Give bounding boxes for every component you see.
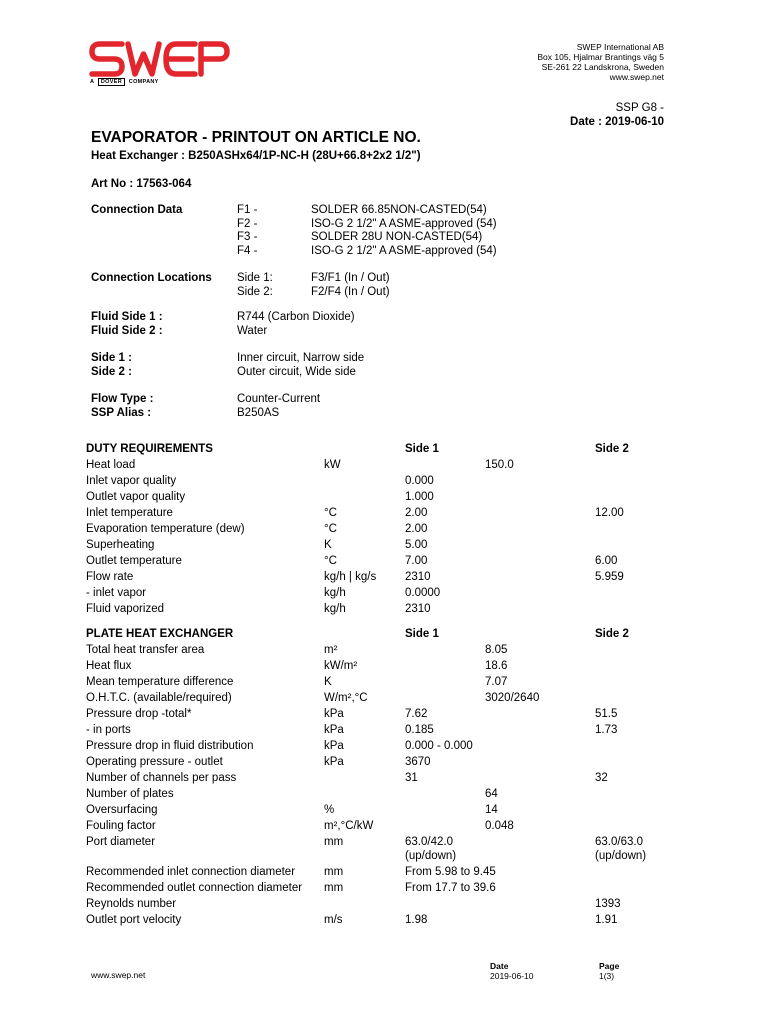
- phe-row-s2: 51.5: [595, 708, 618, 720]
- duty-row-s1: 2310: [405, 603, 431, 615]
- phe-row-name: Reynolds number: [86, 898, 177, 910]
- duty-row-name: Inlet vapor quality: [86, 475, 177, 487]
- duty-row-name: Outlet vapor quality: [86, 491, 186, 503]
- flow-type-value: Counter-Current: [237, 393, 321, 405]
- company-address-line1: Box 105, Hjalmar Brantings väg 5: [537, 52, 664, 62]
- phe-row-unit: m²,°C/kW: [324, 820, 374, 832]
- connection-desc: SOLDER 66.85NON-CASTED(54): [311, 204, 487, 216]
- swep-logo: [88, 36, 238, 92]
- phe-row-name: Fouling factor: [86, 820, 156, 832]
- footer-date-value: 2019-06-10: [490, 971, 534, 981]
- phe-row-s1: 7.62: [405, 708, 428, 720]
- sublogo-suffix: COMPANY: [128, 79, 159, 85]
- phe-row-s1: 31: [405, 772, 418, 784]
- duty-row-name: Flow rate: [86, 571, 134, 583]
- phe-row-s1: 3670: [405, 756, 431, 768]
- footer-date-label: Date: [490, 961, 509, 971]
- company-name: SWEP International AB: [576, 42, 664, 52]
- phe-row-unit: m²: [324, 644, 338, 656]
- duty-row-unit: °C: [324, 507, 337, 519]
- doc-ref: SSP G8 -: [615, 102, 664, 114]
- phe-row-name: Outlet port velocity: [86, 914, 182, 926]
- phe-row-s1b: (up/down): [405, 850, 457, 862]
- duty-row-s2: 6.00: [595, 555, 618, 567]
- duty-header-name: DUTY REQUIREMENTS: [86, 443, 213, 455]
- phe-row-mid: 14: [485, 804, 498, 816]
- location-ports: F2/F4 (In / Out): [311, 285, 390, 298]
- side-1-value: Inner circuit, Narrow side: [237, 352, 365, 364]
- heat-exchanger-subtitle: Heat Exchanger : B250ASHx64/1P-NC-H (28U+66.8+2x2 1/2"): [91, 150, 421, 162]
- duty-row-unit: kW: [324, 459, 341, 471]
- phe-header-name: PLATE HEAT EXCHANGER: [86, 628, 234, 640]
- phe-row-unit: kPa: [324, 740, 344, 752]
- side-2-label: Side 2 :: [91, 365, 132, 378]
- phe-row-unit: m/s: [324, 914, 343, 926]
- doc-date: Date : 2019-06-10: [570, 116, 664, 128]
- phe-row-s1: 0.185: [405, 724, 434, 736]
- connection-desc: SOLDER 28U NON-CASTED(54): [311, 231, 483, 243]
- duty-header-side2: Side 2: [595, 443, 629, 455]
- phe-row-name: Number of channels per pass: [86, 772, 237, 784]
- phe-row-unit: mm: [324, 866, 344, 878]
- duty-row-mid: 150.0: [485, 459, 514, 471]
- footer-date: [490, 961, 533, 981]
- phe-row-s1: 0.000 - 0.000: [405, 740, 473, 752]
- sublogo-brand: DOVER: [98, 78, 125, 86]
- sublogo-prefix: A: [90, 79, 95, 85]
- duty-row-unit: K: [324, 539, 332, 551]
- phe-row-unit: mm: [324, 836, 344, 848]
- phe-row-unit: W/m²,°C: [324, 692, 368, 704]
- footer-web-link[interactable]: www.swep.net: [91, 970, 146, 980]
- phe-row-s1: From 5.98 to 9.45: [405, 866, 496, 878]
- fluid-side-1-label: Fluid Side 1 :: [91, 311, 163, 323]
- phe-row-mid: 8.05: [485, 644, 508, 656]
- duty-row-s1: 2310: [405, 571, 431, 583]
- connection-data-label: Connection Data: [91, 204, 183, 216]
- phe-row-mid: 18.6: [485, 660, 508, 672]
- phe-row-name: Pressure drop in fluid distribution: [86, 740, 254, 752]
- duty-row-unit: kg/h: [324, 587, 346, 599]
- phe-row-name: Operating pressure - outlet: [86, 756, 223, 768]
- phe-row-name: Oversurfacing: [86, 804, 158, 816]
- connection-locations-label: Connection Locations: [91, 272, 212, 284]
- phe-row-name: Recommended inlet connection diameter: [86, 866, 296, 878]
- phe-row-name: Total heat transfer area: [86, 644, 205, 656]
- duty-row-name: Fluid vaporized: [86, 603, 164, 615]
- phe-row-s2: 1393: [595, 898, 621, 910]
- phe-row-name: O.H.T.C. (available/required): [86, 692, 232, 704]
- side-2-value: Outer circuit, Wide side: [237, 365, 356, 378]
- connection-desc: ISO-G 2 1/2" A ASME-approved (54): [311, 244, 497, 257]
- phe-row-mid: 3020/2640: [485, 692, 540, 704]
- duty-row-unit: °C: [324, 523, 337, 535]
- duty-row-unit: °C: [324, 555, 337, 567]
- phe-row-unit: kPa: [324, 756, 344, 768]
- ssp-alias-label: SSP Alias :: [91, 406, 152, 419]
- duty-row-name: Heat load: [86, 459, 136, 471]
- phe-row-s2: 63.0/63.0: [595, 836, 643, 848]
- company-address-line2: SE-261 22 Landskrona, Sweden: [541, 62, 664, 72]
- duty-row-s1: 2.00: [405, 523, 428, 535]
- duty-row-s1: 0.0000: [405, 587, 441, 599]
- phe-row-name: Port diameter: [86, 836, 156, 848]
- fluid-side-2-label: Fluid Side 2 :: [91, 324, 163, 337]
- duty-row-name: Superheating: [86, 539, 155, 551]
- phe-row-unit: %: [324, 804, 335, 816]
- duty-row-s1: 1.000: [405, 491, 434, 503]
- phe-row-name: Heat flux: [86, 660, 132, 672]
- document-reference: [570, 101, 664, 129]
- article-number: Art No : 17563-064: [91, 178, 192, 190]
- phe-row-s2: 32: [595, 772, 608, 784]
- company-address: [537, 42, 664, 82]
- phe-row-unit: mm: [324, 882, 344, 894]
- phe-row-unit: kPa: [324, 708, 344, 720]
- duty-row-name: - inlet vapor: [86, 587, 147, 599]
- side-1-label: Side 1 :: [91, 352, 132, 364]
- fluid-side-1-value: R744 (Carbon Dioxide): [237, 311, 355, 323]
- footer-page-label: Page: [599, 961, 620, 971]
- duty-row-s1: 5.00: [405, 539, 428, 551]
- phe-row-unit: kW/m²: [324, 660, 358, 672]
- duty-row-s1: 2.00: [405, 507, 428, 519]
- connection-port: F3 -: [237, 231, 258, 243]
- company-web[interactable]: www.swep.net: [609, 72, 664, 82]
- phe-row-name: Recommended outlet connection diameter: [86, 882, 303, 894]
- ssp-alias-value: B250AS: [237, 406, 280, 419]
- duty-row-s1: 7.00: [405, 555, 428, 567]
- duty-row-unit: kg/h | kg/s: [324, 571, 377, 583]
- phe-row-s2b: (up/down): [595, 850, 647, 862]
- duty-row-unit: kg/h: [324, 603, 346, 615]
- phe-row-name: - in ports: [86, 724, 131, 736]
- duty-row-s2: 5.959: [595, 571, 624, 583]
- flow-type-label: Flow Type :: [91, 393, 154, 405]
- connection-port: F1 -: [237, 204, 258, 216]
- location-side: Side 2:: [237, 285, 273, 298]
- phe-row-name: Pressure drop -total*: [86, 708, 192, 720]
- page-title: EVAPORATOR - PRINTOUT ON ARTICLE NO.: [91, 129, 421, 146]
- phe-row-mid: 0.048: [485, 820, 514, 832]
- location-side: Side 1:: [237, 272, 273, 284]
- phe-row-name: Number of plates: [86, 788, 174, 800]
- footer-page: [599, 961, 619, 981]
- phe-row-unit: kPa: [324, 724, 344, 736]
- connection-desc: ISO-G 2 1/2" A ASME-approved (54): [311, 217, 497, 230]
- phe-row-s2: 1.73: [595, 724, 618, 736]
- duty-row-name: Evaporation temperature (dew): [86, 523, 245, 535]
- plate-heat-exchanger-table: [0, 628, 768, 928]
- phe-row-name: Mean temperature difference: [86, 676, 234, 688]
- phe-header-side2: Side 2: [595, 628, 629, 640]
- duty-row-name: Inlet temperature: [86, 507, 173, 519]
- duty-row-name: Outlet temperature: [86, 555, 182, 567]
- location-ports: F3/F1 (In / Out): [311, 272, 390, 284]
- phe-row-s1: 1.98: [405, 914, 428, 926]
- phe-row-mid: 7.07: [485, 676, 508, 688]
- phe-row-s1: 63.0/42.0: [405, 836, 453, 848]
- phe-header-side1: Side 1: [405, 628, 439, 640]
- phe-row-s1: From 17.7 to 39.6: [405, 882, 496, 894]
- phe-row-unit: K: [324, 676, 332, 688]
- phe-row-s2: 1.91: [595, 914, 618, 926]
- footer-page-value: 1(3): [599, 971, 615, 981]
- phe-row-mid: 64: [485, 788, 498, 800]
- connection-port: F4 -: [237, 244, 258, 257]
- fluid-side-2-value: Water: [237, 324, 268, 337]
- sublogo: [90, 78, 159, 86]
- duty-row-s2: 12.00: [595, 507, 624, 519]
- duty-header-side1: Side 1: [405, 443, 439, 455]
- duty-requirements-table: [0, 443, 768, 623]
- connection-port: F2 -: [237, 217, 258, 230]
- duty-row-s1: 0.000: [405, 475, 434, 487]
